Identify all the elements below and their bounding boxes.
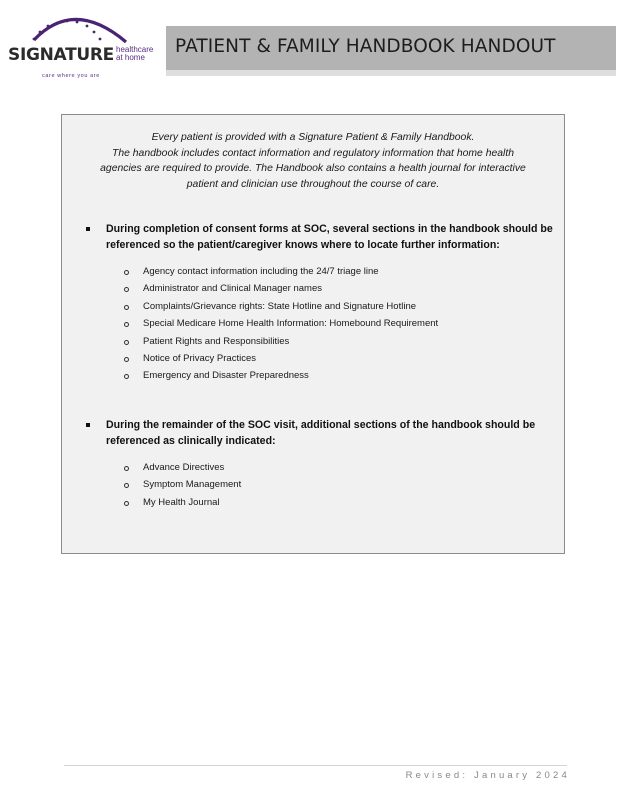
square-bullet-icon	[86, 227, 90, 231]
circle-bullet-icon	[124, 374, 129, 379]
circle-bullet-icon	[124, 501, 129, 506]
page-title: PATIENT & FAMILY HANDBOOK HANDOUT	[175, 36, 556, 57]
square-bullet-icon	[86, 423, 90, 427]
list-item-text: Patient Rights and Responsibilities	[143, 335, 290, 347]
circle-bullet-icon	[124, 357, 129, 362]
section-heading	[86, 221, 556, 253]
logo-wordmark: SIGNATURE	[8, 45, 114, 65]
circle-bullet-icon	[124, 340, 129, 345]
revised-date: Revised: January 2024	[405, 770, 570, 781]
list-item	[124, 494, 556, 511]
intro-line: The handbook includes contact information and regulatory information that home health	[111, 147, 515, 159]
circle-bullet-icon	[124, 270, 129, 275]
list-item-text: My Health Journal	[143, 496, 220, 508]
list-item-text: Agency contact information including the 24/7 triage line	[143, 266, 379, 277]
handout-content-box	[61, 114, 565, 554]
title-banner	[166, 26, 616, 70]
circle-bullet-icon	[124, 287, 129, 292]
list-item	[124, 367, 556, 384]
intro-paragraph	[62, 130, 564, 192]
circle-bullet-icon	[124, 483, 129, 488]
list-item	[124, 263, 556, 280]
list-item-text: Complaints/Grievance rights: State Hotline and Signature Hotline	[143, 300, 417, 312]
section-remainder-visit	[86, 417, 556, 511]
list-item	[124, 459, 556, 476]
list-item-text: Emergency and Disaster Preparedness	[143, 370, 309, 382]
circle-bullet-icon	[124, 466, 129, 471]
list-item-text: Special Medicare Home Health Information: Homebound Requirement	[143, 318, 439, 330]
section-heading-text: During completion of consent forms at SOC, several sections in the handbook should be referenced so the patient/caregiver knows where to locate further information:	[106, 223, 553, 251]
signature-logo	[4, 6, 164, 78]
section-heading-text: During the remainder of the SOC visit, additional sections of the handbook should be referenced as clinically indicated:	[106, 419, 536, 447]
logo-subtitle	[116, 46, 153, 62]
list-item	[124, 350, 556, 367]
intro-line: Every patient is provided with a Signature Patient & Family Handbook.	[151, 132, 475, 143]
list-item	[124, 315, 556, 332]
list-item-text: Notice of Privacy Practices	[143, 353, 256, 365]
circle-bullet-icon	[124, 322, 129, 327]
list-item	[124, 280, 556, 297]
section-heading	[86, 417, 556, 449]
intro-line: patient and clinician use throughout the course of care.	[186, 178, 440, 190]
logo-sub-line1: healthcare	[116, 45, 154, 54]
footer-divider	[64, 765, 567, 766]
list-item	[124, 476, 556, 493]
list-item-text: Symptom Management	[143, 479, 242, 491]
logo-sub-line2: at home	[116, 53, 145, 62]
title-banner-underline	[166, 70, 616, 76]
list-item-text: Advance Directives	[143, 462, 225, 473]
intro-line: agencies are required to provide. The Handbook also contains a health journal for interactive	[100, 163, 526, 174]
list-item-text: Administrator and Clinical Manager names	[143, 283, 322, 295]
section-item-list	[86, 459, 556, 511]
logo-tagline: care where you are	[42, 73, 100, 79]
list-item	[124, 333, 556, 350]
circle-bullet-icon	[124, 305, 129, 310]
list-item	[124, 298, 556, 315]
section-consent-forms	[86, 221, 556, 385]
section-item-list	[86, 263, 556, 385]
